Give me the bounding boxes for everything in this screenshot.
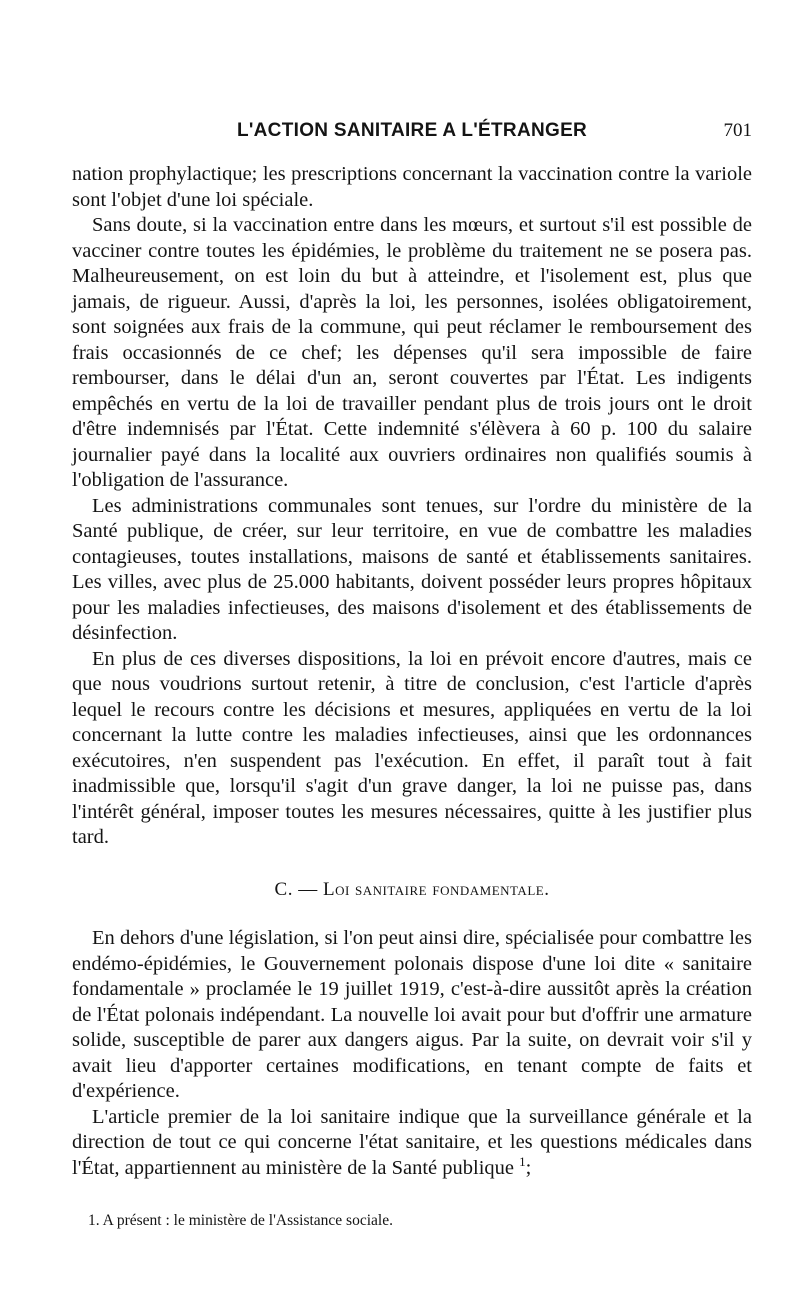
- section-title: Loi sanitaire fondamentale.: [322, 878, 550, 900]
- paragraph: nation prophylactique; les prescriptions concernant la vaccination contre la variole sont l'objet d'une loi spéciale.: [72, 163, 752, 211]
- footnote-marker: 1: [519, 1153, 526, 1169]
- footnote: 1. A présent : le ministère de l'Assistance sociale.: [88, 1212, 393, 1229]
- page-header: [72, 120, 752, 144]
- body-text: [72, 162, 752, 1181]
- paragraph: En plus de ces diverses dispositions, la loi en prévoit encore d'autres, mais ce que nous voudrions surtout retenir, à titre de conclusion, c'est l'article d'après lequel le recours contre les décisions et mesures, appliquées en vertu de la loi concernant la lutte contre les maladies infectieuses, ainsi que les ordonnances exécutoires, n'en suspendent pas l'exécution. En effet, il paraît tout à fait inadmissible que, lorsqu'il s'agit d'un grave danger, la loi ne puisse pas, dans l'intérêt général, imposer toutes les mesures nécessaires, quitte à les justifier plus tard.: [72, 647, 752, 848]
- paragraph: Sans doute, si la vaccination entre dans les mœurs, et surtout s'il est possible de vacciner contre toutes les épidémies, le problème du traitement ne se posera pas. Malheureusement, on est loin du but à atteindre, et l'isolement est, plus que jamais, de rigueur. Aussi, d'après la loi, les personnes, isolées obligatoirement, sont soignées aux frais de la commune, qui peut réclamer le remboursement des frais occasionnés de ce chef; les dépenses qu'il sera impossible de faire rembourser, dans le délai d'un an, seront couvertes par l'État. Les indigents empêchés en vertu de la loi de travailler pendant plus de trois jours ont le droit d'être indemnisés par l'État. Cette indemnité s'élèvera à 60 p. 100 du salaire journalier payé dans la localité aux ouvriers ordinaires non qualifiés soumis à l'obligation de l'assurance.: [72, 214, 752, 491]
- paragraph: [72, 1105, 752, 1182]
- section-prefix: C. —: [274, 878, 323, 900]
- page-number: 701: [723, 120, 752, 141]
- running-title: L'ACTION SANITAIRE A L'ÉTRANGER: [236, 120, 588, 141]
- paragraph-end: ;: [525, 1156, 532, 1179]
- paragraph: En dehors d'une législation, si l'on peut ainsi dire, spécialisée pour combattre les endémo-épidémies, le Gouvernement polonais dispose d'une loi dite « sanitaire fondamentale » proclamée le 19 juillet 1919, c'est-à-dire aussitôt après la création de l'État polonais indépendant. La nouvelle loi avait pour but d'offrir une armature solide, susceptible de parer aux dangers aigus. Par la suite, on devrait voir s'il y avait lieu d'apporter certaines modifications, en tenant compte de faits et d'expérience.: [72, 927, 752, 1102]
- section-heading: [72, 877, 752, 903]
- paragraph-text: L'article premier de la loi sanitaire indique que la surveillance générale et la direction de tout ce qui concerne l'état sanitaire, et les questions médicales dans l'État, appartiennent au ministère de la Santé publique: [72, 1105, 752, 1179]
- paragraph: Les administrations communales sont tenues, sur l'ordre du ministère de la Santé publique, de créer, sur leur territoire, en vue de combattre les maladies contagieuses, toutes installations, maisons de santé et établissements sanitaires. Les villes, avec plus de 25.000 habitants, doivent posséder leurs propres hôpitaux pour les maladies infectieuses, des maisons d'isolement et des établissements de désinfection.: [72, 494, 752, 644]
